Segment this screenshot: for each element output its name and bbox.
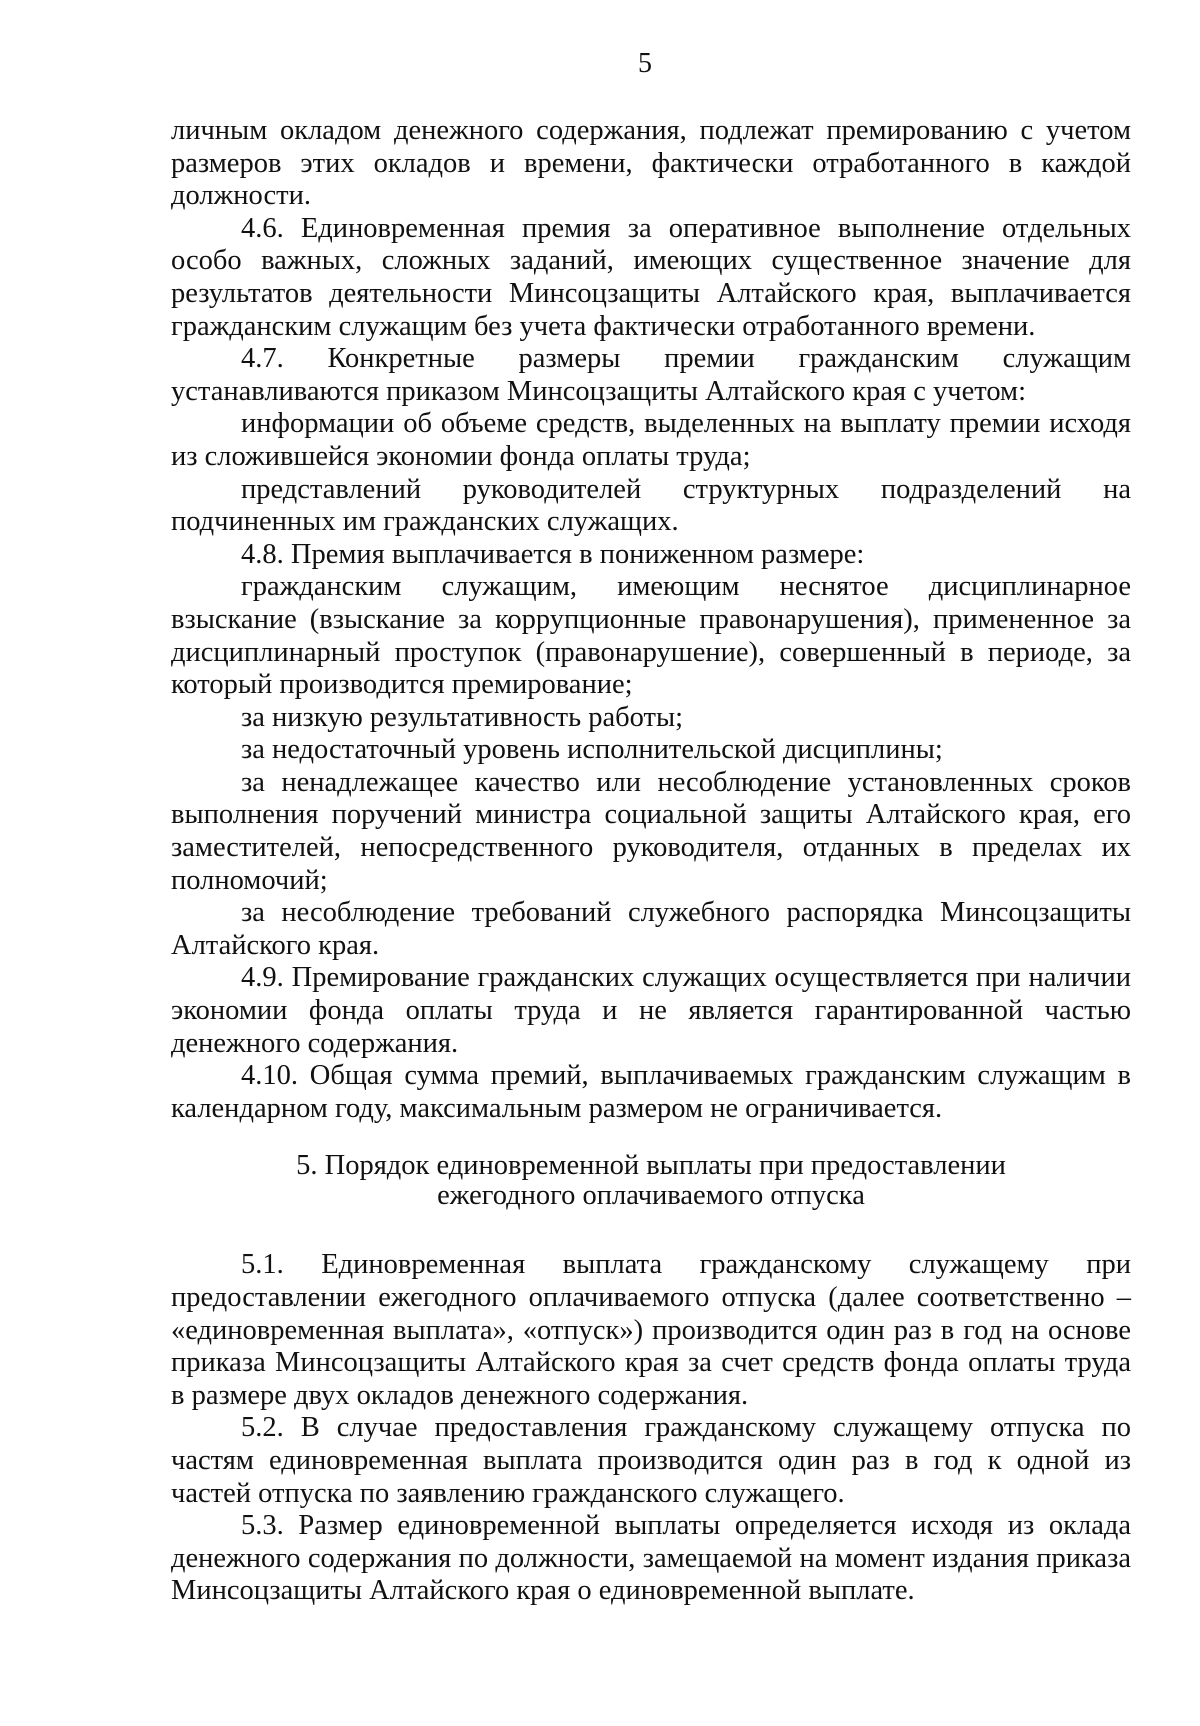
paragraphs-bottom [171, 1249, 1131, 1608]
paragraph-4-6: 4.6. Единовременная премия за оперативное выполнение отдельных особо важных, сложных заданий, имеющих существенное значение для результатов деятельности Минсоцзащиты Алтайского края, выплачивается гражданским служащим без учета фактически отработанного времени. [171, 212, 1131, 342]
paragraph-4-8: 4.8. Премия выплачивается в пониженном размере: [241, 538, 865, 570]
paragraph-5-3: 5.3. Размер единовременной выплаты определяется исходя из оклада денежного содержания по должности, замещаемой на момент издания приказа Минсоцзащиты Алтайского края о единовременной выплате. [171, 1510, 1131, 1607]
paragraph-4-7-item-2: представлений руководителей структурных подразделений на подчиненных им гражданских служащих. [171, 473, 1131, 538]
paragraph-4-8-item-4: за ненадлежащее качество или несоблюдение установленных сроков выполнения поручений министра социальной защиты Алтайского края, его заместителей, непосредственного руководителя, отданных в пределах их полномочий; [171, 766, 1131, 896]
paragraph-4-9: 4.9. Премирование гражданских служащих осуществляется при наличии экономии фонда оплаты труда и не является гарантированной частью денежного содержания. [171, 962, 1131, 1059]
paragraph-4-7: 4.7. Конкретные размеры премии гражданским служащим устанавливаются приказом Минсоцзащиты Алтайского края с учетом: [171, 343, 1131, 407]
paragraph-4-8-item-5: за несоблюдение требований служебного распорядка Минсоцзащиты Алтайского края. [171, 897, 1131, 961]
paragraph-4-7-item-1: информации об объеме средств, выделенных на выплату премии исходя из сложившейся экономии фонда оплаты труда; [171, 408, 1131, 472]
paragraphs-top [171, 115, 1131, 1125]
paragraph-5-1: 5.1. Единовременная выплата гражданскому служащему при предоставлении ежегодного оплачиваемого отпуска (далее соответственно – «единовременная выплата», «отпуск») производится один раз в год на основе приказа Минсоцзащиты Алтайского края за счет средств фонда оплаты труда в размере двух окладов денежного содержания. [171, 1249, 1131, 1411]
page-number: 5 [638, 48, 652, 79]
paragraph-4-10: 4.10. Общая сумма премий, выплачиваемых гражданским служащим в календарном году, максимальным размером не ограничивается. [171, 1060, 1131, 1124]
paragraph-4-5-continuation: личным окладом денежного содержания, подлежат премированию с учетом размеров этих окладов и времени, фактически отработанного в каждой должности. [171, 115, 1131, 212]
paragraph-4-8-item-2: за низкую результативность работы; [241, 701, 684, 733]
paragraph-4-8-item-3: за недостаточный уровень исполнительской дисциплины; [241, 734, 943, 766]
document-body [171, 115, 1131, 1608]
section-5-heading [171, 1151, 1131, 1211]
paragraph-5-2: 5.2. В случае предоставления гражданскому служащему отпуска по частям единовременная выплата производится один раз в год к одной из частей отпуска по заявлению гражданского служащего. [171, 1412, 1131, 1509]
paragraph-4-8-item-1: гражданским служащим, имеющим неснятое дисциплинарное взыскание (взыскание за коррупционные правонарушения), примененное за дисциплинарный проступок (правонарушение), совершенный в периоде, за который производится премирование; [171, 571, 1131, 701]
section-heading-line-2: ежегодного оплачиваемого отпуска [437, 1180, 865, 1212]
section-heading-line-1: 5. Порядок единовременной выплаты при предоставлении [296, 1150, 1006, 1182]
